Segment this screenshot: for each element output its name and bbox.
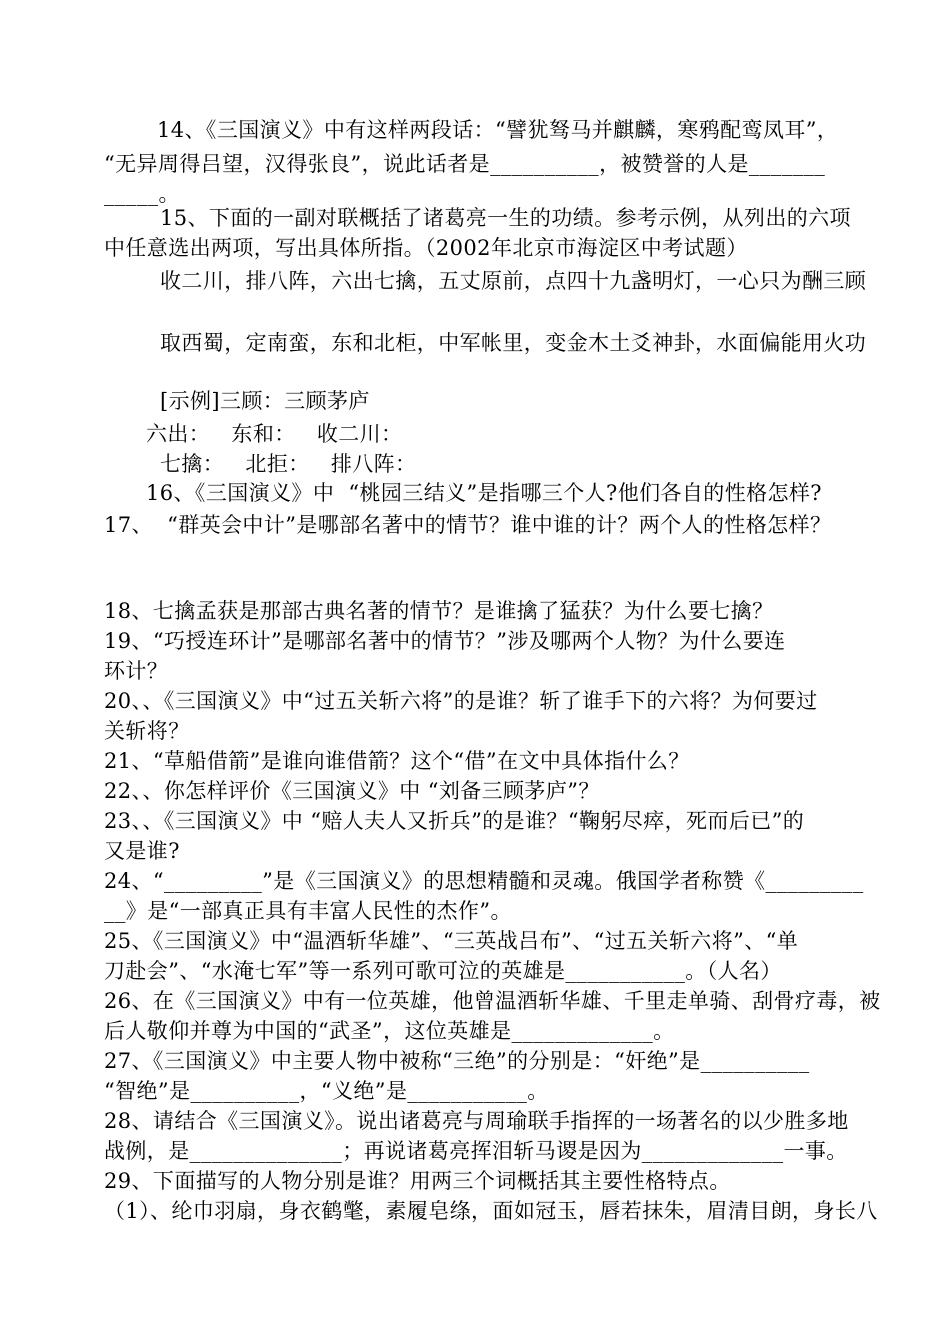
q15-line-2: 中任意选出两项，写出具体所指。（2002年北京市海淀区中考试题） <box>104 236 748 260</box>
q27-line-1: 27、《三国演义》中主要人物中被称“三绝”的分别是：“奸绝”是__________ <box>104 1049 810 1073</box>
q20-line-1: 20、、《三国演义》中“过五关斩六将”的是谁？斩了谁手下的六将？为何要过 <box>104 689 818 713</box>
q18: 18、七擒孟获是那部古典名著的情节？是谁擒了猛获？为什么要七擒？ <box>104 599 774 623</box>
q24-line-1: 24、“_________”是《三国演义》的思想精髓和灵魂。俄国学者称赞《_________ <box>104 869 864 893</box>
q17: 17、 “群英会中计”是哪部名著中的情节？谁中谁的计？两个人的性格怎样？ <box>104 513 832 537</box>
q14-line-2: “无异周得吕望，汉得张良”，说此话者是__________，被赞誉的人是_______ <box>104 152 826 176</box>
q25-line-1: 25、《三国演义》中“温酒斩华雄”、“三英战吕布”、“过五关斩六将”、“单 <box>104 929 799 953</box>
q28-line-1: 28、请结合《三国演义》。说出诸葛亮与周瑜联手指挥的一场著名的以少胜多地 <box>104 1109 849 1133</box>
q22: 22、、你怎样评价《三国演义》中 “刘备三顾茅庐”？ <box>104 779 600 803</box>
q23-line-1: 23、、《三国演义》中 “赔人夫人又折兵”的是谁？“鞠躬尽瘁，死而后已”的 <box>104 809 805 833</box>
q20-line-2: 关斩将？ <box>104 719 190 743</box>
q19-line-2: 环计？ <box>104 659 169 683</box>
answer-row-2: 七擒： 北拒： 排八阵： <box>160 452 417 476</box>
q29-item-1: （1）、纶巾羽扇，身衣鹤氅，素履皂绦，面如冠玉，唇若抹朱，眉清目朗，身长八 <box>104 1199 878 1223</box>
q26-line-2: 后人敬仰并尊为中国的“武圣”，这位英雄是_____________。 <box>104 1019 675 1043</box>
q14-line-1: 14、《三国演义》中有这样两段话：“譬犹驽马并麒麟，寒鸦配鸾凤耳”， <box>157 118 839 142</box>
q24-line-2: __》是“一部真正具有丰富人民性的杰作”。 <box>104 899 512 923</box>
example-line: [示例]三顾：三顾茅庐 <box>160 389 370 413</box>
q26-line-1: 26、在《三国演义》中有一位英雄，他曾温酒斩华雄、千里走单骑、刮骨疗毒，被 <box>104 989 881 1013</box>
answer-row-1: 六出： 东和： 收二川： <box>146 422 403 446</box>
q16: 16、《三国演义》中 “桃园三结义”是指哪三个人?他们各自的性格怎样? <box>146 481 822 505</box>
q29: 29、下面描写的人物分别是谁？用两三个词概括其主要性格特点。 <box>104 1169 731 1193</box>
q19-line-1: 19、“巧授连环计”是哪部名著中的情节？”涉及哪两个人物？为什么要连 <box>104 629 786 653</box>
q27-line-2: “智绝”是__________，“义绝”是___________。 <box>104 1079 549 1103</box>
q28-line-2: 战例，是______________；再说诸葛亮挥泪斩马谡是因为_____________一事。 <box>104 1139 848 1163</box>
q25-line-2: 刀赴会”、“水淹七军”等一系列可歌可泣的英雄是___________。（人名） <box>104 959 782 983</box>
q21: 21、“草船借箭”是谁向谁借箭？这个“借”在文中具体指什么？ <box>104 749 690 773</box>
q14-line-3: _____。 <box>104 182 180 206</box>
q23-line-2: 又是谁? <box>104 839 180 863</box>
couplet-lower: 取西蜀，定南蛮，东和北柜，中军帐里，变金木土爻神卦，水面偏能用火功 <box>160 331 867 355</box>
q15-line-1: 15、下面的一副对联概括了诸葛亮一生的功绩。参考示例，从列出的六项 <box>160 206 851 230</box>
couplet-upper: 收二川，排八阵，六出七擒，五丈原前，点四十九盏明灯，一心只为酬三顾 <box>160 269 867 293</box>
